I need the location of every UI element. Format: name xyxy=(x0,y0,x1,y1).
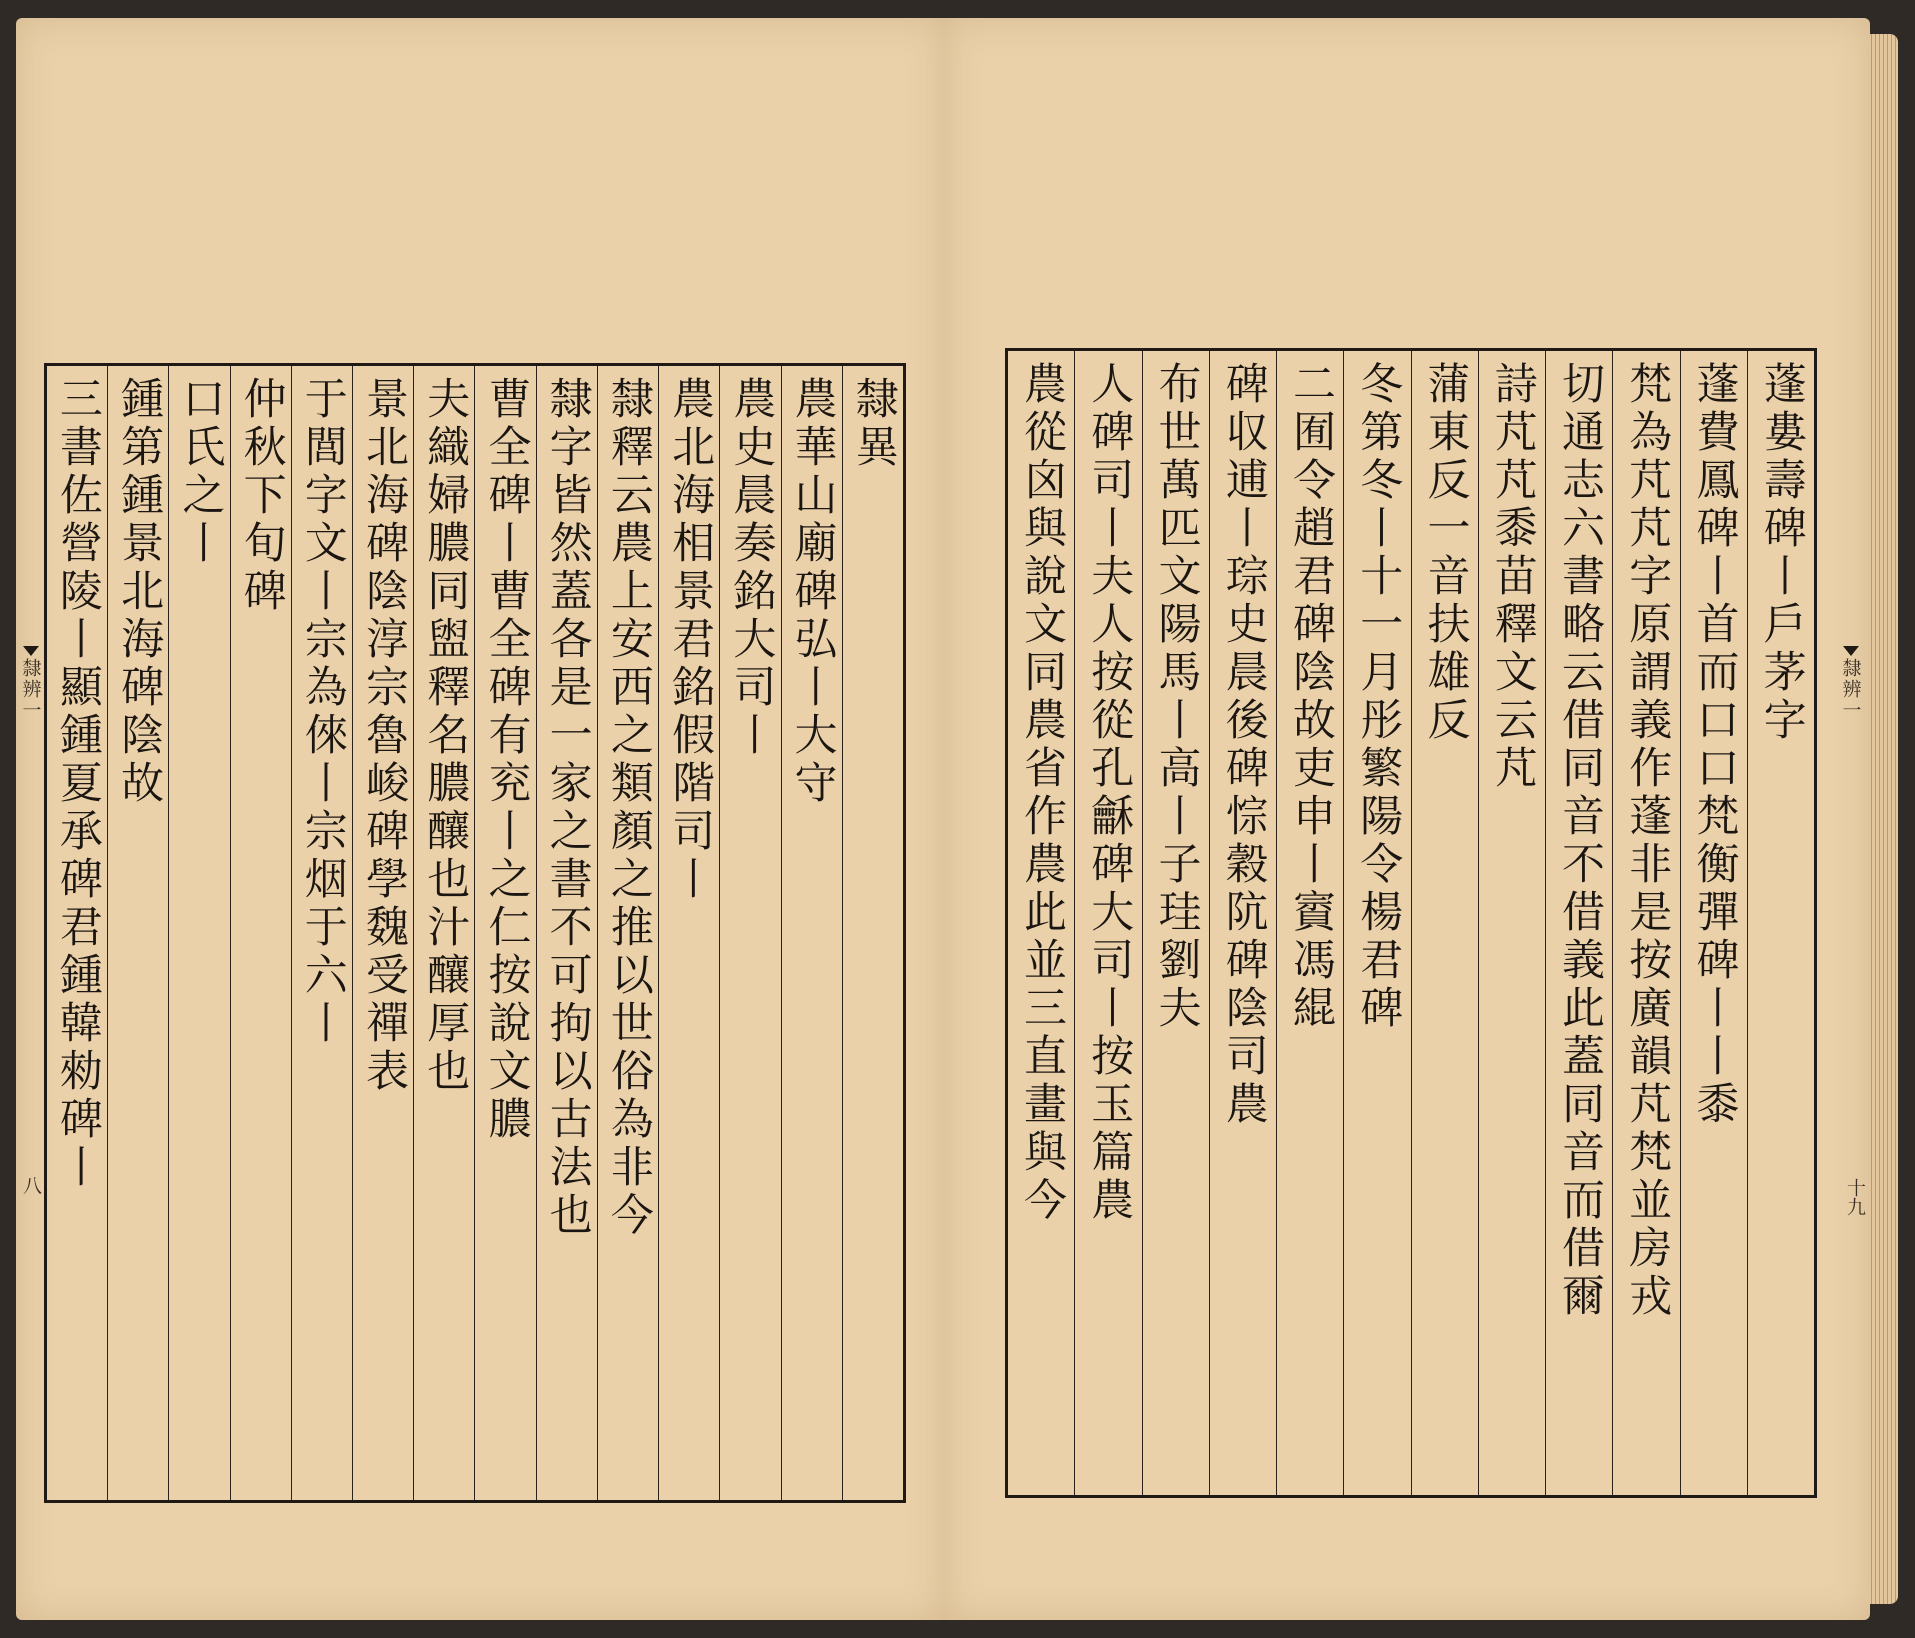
text-column xyxy=(597,366,658,1500)
text-column xyxy=(291,366,352,1500)
text-column xyxy=(1478,351,1545,1495)
column-text: 隸釋云農上安西之類顏之推以世俗為非今 xyxy=(603,376,654,1240)
text-column xyxy=(230,366,291,1500)
column-text: 蓬費鳳碑丨首而口口梵衡彈碑丨丨黍 xyxy=(1689,361,1740,1129)
column-text: 切通志六書略云借同音不借義此蓋同音而借爾 xyxy=(1555,361,1605,1321)
column-text: 布世萬匹文陽馬丨高丨子珪劉夫 xyxy=(1151,361,1202,1033)
column-text: 蓬婁壽碑丨戶茅字 xyxy=(1756,361,1807,745)
left-leaf-number: 八 xyxy=(20,1176,42,1195)
column-text: 曹全碑丨曹全碑有兖丨之仁按說文膿 xyxy=(481,376,532,1144)
text-column xyxy=(107,366,168,1500)
column-text: 農從囟與說文同農省作農此並三直畫與今 xyxy=(1017,361,1067,1225)
text-column xyxy=(658,366,719,1500)
left-fold-marker xyxy=(20,658,42,778)
column-text: 二囿令趙君碑陰故吏申丨賨馮緄 xyxy=(1286,361,1336,1033)
column-text: 碑収逋丨琮史晨後碑悰穀阬碑陰司農 xyxy=(1218,361,1269,1129)
column-text: 仲秋下旬碑 xyxy=(236,376,287,616)
right-leaf-number: 十九 xyxy=(1844,1178,1866,1216)
page-edges xyxy=(1868,34,1898,1604)
left-page xyxy=(16,18,944,1620)
right-text-frame xyxy=(1005,348,1817,1498)
text-column xyxy=(1343,351,1410,1495)
right-fold-label: 隸辨一 xyxy=(1839,658,1862,721)
text-column xyxy=(1276,351,1343,1495)
text-column xyxy=(1074,351,1141,1495)
text-column xyxy=(47,366,107,1500)
column-text: 梵為芃芃字原謂義作蓬非是按廣韻芃梵並房戎 xyxy=(1622,361,1673,1321)
column-text: 隸字皆然蓋各是一家之書不可拘以古法也 xyxy=(542,376,593,1240)
column-text: 農史晨奏銘大司丨 xyxy=(726,376,777,760)
text-column xyxy=(842,366,903,1500)
column-text: 蒲東反一音扶雄反 xyxy=(1420,361,1471,745)
column-text: 三書佐營陵丨顯鍾夏承碑君鍾韓勑碑丨 xyxy=(52,376,103,1192)
text-column xyxy=(1545,351,1612,1495)
column-text: 于閭字文丨宗為倈丨宗烟于六丨 xyxy=(297,376,348,1048)
column-text: 人碑司丨夫人按從孔龢碑大司丨按玉篇農 xyxy=(1084,361,1135,1225)
text-column xyxy=(1680,351,1747,1495)
right-page xyxy=(944,18,1870,1620)
column-text: 詩芃芃黍苗釋文云芃 xyxy=(1487,361,1538,793)
column-text: 鍾第鍾景北海碑陰故 xyxy=(114,376,165,808)
column-text: 夫織婦膿同盥釋名膿釀也汁釀厚也 xyxy=(420,376,471,1096)
text-column xyxy=(781,366,842,1500)
text-column xyxy=(168,366,229,1500)
column-text: 景北海碑陰淳宗魯峻碑學魏受禪表 xyxy=(359,376,410,1096)
text-column xyxy=(1209,351,1276,1495)
left-text-frame xyxy=(44,363,906,1503)
text-column xyxy=(1008,351,1074,1495)
text-column xyxy=(1142,351,1209,1495)
text-column xyxy=(1411,351,1478,1495)
text-column xyxy=(352,366,413,1500)
column-text: 口氏之丨 xyxy=(175,376,226,568)
left-fold-label: 隸辨一 xyxy=(19,658,42,721)
text-column xyxy=(413,366,474,1500)
text-column xyxy=(1612,351,1679,1495)
column-text: 農華山廟碑弘丨大守 xyxy=(787,376,838,808)
column-text: 冬第冬丨十一月彤繁陽令楊君碑 xyxy=(1353,361,1404,1033)
text-column xyxy=(1747,351,1814,1495)
right-fold-marker xyxy=(1840,658,1862,778)
column-text: 農北海相景君銘假階司丨 xyxy=(665,376,716,904)
text-column xyxy=(719,366,780,1500)
text-column xyxy=(474,366,535,1500)
text-column xyxy=(536,366,597,1500)
column-text: 隸異 xyxy=(848,376,899,472)
